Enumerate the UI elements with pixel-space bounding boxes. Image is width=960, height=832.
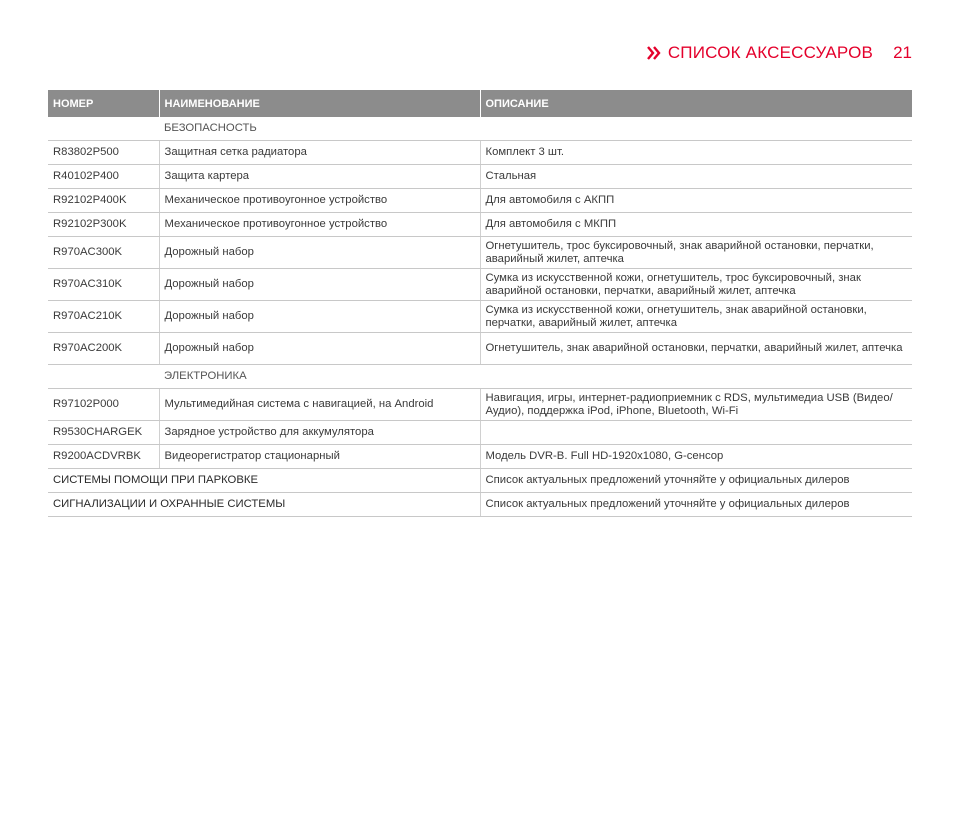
cell-description: Сумка из искусственной кожи, огнетушитель, знак аварийной остановки, перчатки, аварийный жилет, аптечка [480, 301, 912, 333]
cell-description: Для автомобиля с АКПП [480, 189, 912, 213]
table-header-row [48, 90, 912, 117]
cell-number: R970AC200K [48, 333, 159, 365]
cell-description: Навигация, игры, интернет-радиоприемник с RDS, мультимедиа USB (Видео/Аудио), поддержка iPod, iPhone, Bluetooth, Wi-Fi [480, 389, 912, 421]
cell-number: R92102P400K [48, 189, 159, 213]
cell-number: R97102P000 [48, 389, 159, 421]
section-row-electronics [48, 365, 912, 389]
cell-name: Механическое противоугонное устройство [159, 189, 480, 213]
table-row [48, 213, 912, 237]
table-row [48, 389, 912, 421]
column-header-number: НОМЕР [48, 90, 159, 117]
table-row [48, 269, 912, 301]
table-row [48, 421, 912, 445]
accessories-table [48, 90, 912, 517]
cell-description: Список актуальных предложений уточняйте у официальных дилеров [480, 469, 912, 493]
cell-name: Защита картера [159, 165, 480, 189]
cell-description: Список актуальных предложений уточняйте у официальных дилеров [480, 493, 912, 517]
table-row-wide [48, 469, 912, 493]
page-number: 21 [893, 43, 912, 62]
cell-name: Мультимедийная система с навигацией, на Android [159, 389, 480, 421]
cell-name: Защитная сетка радиатора [159, 141, 480, 165]
double-chevron-right-icon [646, 45, 662, 61]
table-row [48, 189, 912, 213]
section-row-security [48, 117, 912, 141]
cell-description: Модель DVR-B. Full HD-1920x1080, G-сенсор [480, 445, 912, 469]
table-row [48, 301, 912, 333]
cell-number: R970AC300K [48, 237, 159, 269]
column-header-description: ОПИСАНИЕ [480, 90, 912, 117]
cell-name: Зарядное устройство для аккумулятора [159, 421, 480, 445]
table-row [48, 141, 912, 165]
cell-name: Дорожный набор [159, 333, 480, 365]
cell-number: R92102P300K [48, 213, 159, 237]
table-row-wide [48, 493, 912, 517]
cell-category: СИСТЕМЫ ПОМОЩИ ПРИ ПАРКОВКЕ [48, 469, 480, 493]
table-row [48, 333, 912, 365]
page-title: СПИСОК АКСЕССУАРОВ [667, 43, 874, 62]
cell-name: Дорожный набор [159, 301, 480, 333]
cell-number: R40102P400 [48, 165, 159, 189]
cell-name: Видеорегистратор стационарный [159, 445, 480, 469]
cell-description: Сумка из искусственной кожи, огнетушитель, трос буксировочный, знак аварийной остановки, перчатки, аварийный жилет, аптечка [480, 269, 912, 301]
cell-number: R9530CHARGEK [48, 421, 159, 445]
cell-number: R83802P500 [48, 141, 159, 165]
cell-name: Дорожный набор [159, 269, 480, 301]
table-row [48, 237, 912, 269]
cell-description: Комплект 3 шт. [480, 141, 912, 165]
table-row [48, 445, 912, 469]
section-title: ЭЛЕКТРОНИКА [159, 365, 912, 389]
cell-description: Стальная [480, 165, 912, 189]
table-row [48, 165, 912, 189]
page-header [646, 42, 912, 64]
cell-category: СИГНАЛИЗАЦИИ И ОХРАННЫЕ СИСТЕМЫ [48, 493, 480, 517]
column-header-name: НАИМЕНОВАНИЕ [159, 90, 480, 117]
cell-number: R9200ACDVRBK [48, 445, 159, 469]
cell-name: Механическое противоугонное устройство [159, 213, 480, 237]
section-title: БЕЗОПАСНОСТЬ [159, 117, 912, 141]
cell-description [480, 421, 912, 445]
cell-number: R970AC210K [48, 301, 159, 333]
cell-name: Дорожный набор [159, 237, 480, 269]
cell-description: Огнетушитель, трос буксировочный, знак аварийной остановки, перчатки, аварийный жилет, аптечка [480, 237, 912, 269]
cell-description: Для автомобиля с МКПП [480, 213, 912, 237]
cell-description: Огнетушитель, знак аварийной остановки, перчатки, аварийный жилет, аптечка [480, 333, 912, 365]
cell-number: R970AC310K [48, 269, 159, 301]
